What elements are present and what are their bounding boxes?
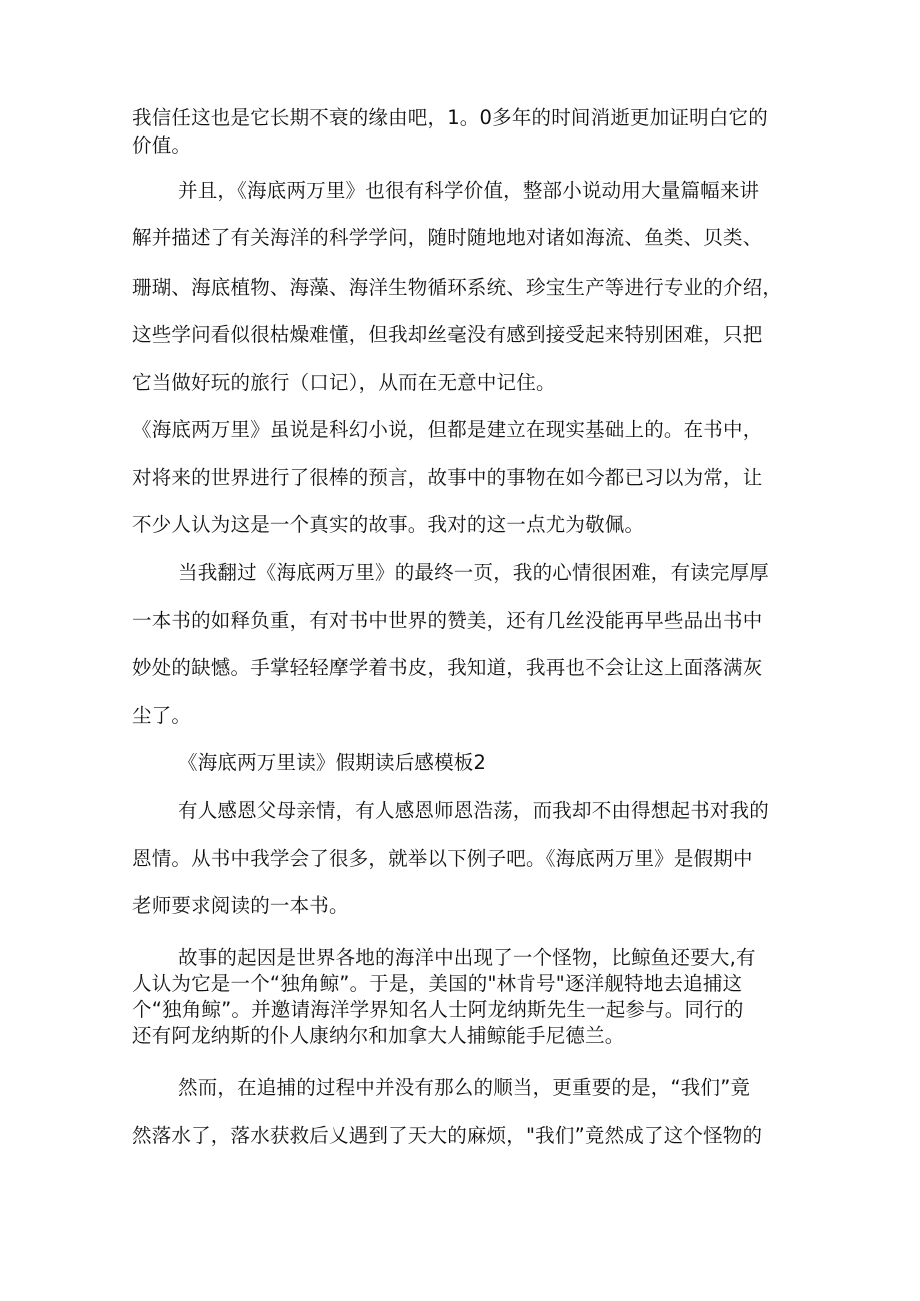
text-line: 不少人认为这是一个真实的故事。我对的这一点尤为敬佩。 (132, 513, 645, 536)
text-line: 妙处的缺憾。手掌轻轻摩学着书皮，我知道，我再也不会让这上面落满灰 (132, 656, 763, 679)
text-line: 尘了。 (132, 704, 192, 727)
text-line: 有人感恩父母亲情，有人感恩师恩浩荡，而我却不由得想起书对我的 (178, 799, 770, 822)
text-line: 《海底两万里》虽说是科幻小说，但都是建立在现实基础上的。在书中， (132, 418, 763, 441)
text-line: 然落水了，落水获救后乂遇到了天大的麻烦，"我们”竟然成了这个怪物的 (132, 1124, 763, 1147)
text-line: 然而，在追捕的过程中并没有那么的顺当，更重要的是，“我们”竟 (178, 1076, 751, 1099)
text-line: 这些学问看似很枯燥难懂，但我却丝毫没有感到接受起来特别困难，只把 (132, 323, 763, 346)
section-heading: 《海底两万里读》假期读后感模板2 (178, 751, 487, 774)
text-line: 它当做好玩的旅行（口记），从而在无意中记住。 (132, 371, 556, 394)
text-line: 价值。 (132, 134, 192, 157)
text-line: 并且，《海底两万里》也很有科学价值，整部小说动用大量篇幅来讲 (178, 179, 760, 202)
text-line: 个“独角鲸”。并邀请海洋学界知名人士阿龙纳斯先生一起参与。同行的 (132, 998, 744, 1021)
text-line: 当我翻过《海底两万里》的最终一页，我的心情很困难，有读完厚厚 (178, 561, 770, 584)
text-line: 我信任这也是它长期不衰的缘由吧，1。0多年的时间消逝更加证明白它的 (132, 106, 768, 129)
text-line: 一本书的如释负重，有对书中世界的赞美，还有几丝没能再早些品出书中 (132, 609, 763, 632)
text-line: 恩情。从书中我学会了很多，就举以下例子吧。《海底两万里》是假期中 (132, 847, 753, 870)
text-line: 珊瑚、海底植物、海藻、海洋生物循环系统、珍宝生产等进行专业的介绍， (132, 276, 783, 299)
text-line: 故事的起因是世界各地的海洋中出现了一个怪物，比鲸鱼还要大,有 (178, 946, 756, 969)
text-line: 对将来的世界进行了很棒的预言，故事中的事物在如今都已习以为常，让 (132, 466, 763, 489)
text-line: 解并描述了有关海洋的科学学问，随时随地地对诸如海流、鱼类、贝类、 (132, 226, 763, 249)
text-line: 老师要求阅读的一本书。 (132, 894, 349, 917)
text-line: 人认为它是一个“独角鲸”。于是，美国的"林肯号"逐洋舰特地去追捕这 (132, 972, 743, 995)
text-line: 还有阿龙纳斯的仆人康纳尔和加拿大人捕鲸能手尼德兰。 (132, 1024, 625, 1047)
